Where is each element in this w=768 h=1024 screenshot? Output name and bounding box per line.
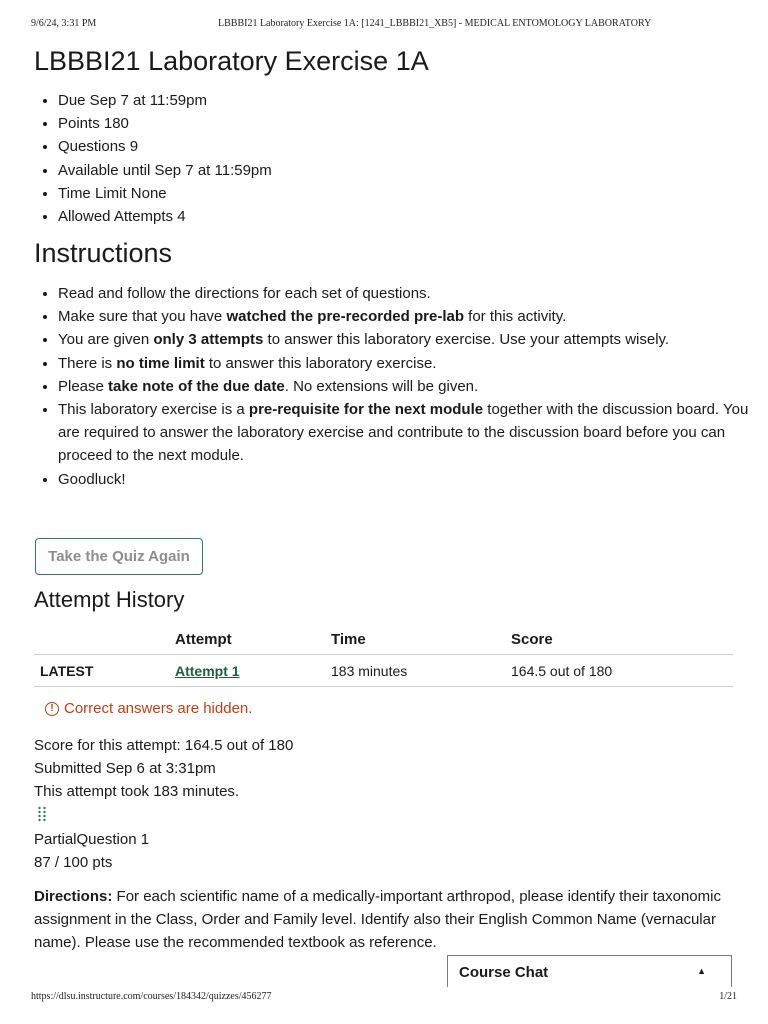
attempt-time: 183 minutes (325, 655, 505, 687)
course-chat-label: Course Chat (459, 964, 549, 981)
quiz-detail-due: • Due Sep 7 at 11:59pm (58, 89, 272, 112)
instructions-list (34, 282, 758, 491)
question-directions (34, 885, 734, 955)
question-points: 87 / 100 pts (34, 854, 113, 872)
directions-text: For each scientific name of a medically-important arthropod, please identify their taxonomic assignment in the Class, Order and Family level. Identify also their English Common Name (vernacular name). Please use the recommended textbook as reference. (34, 888, 721, 952)
attempt-summary (34, 734, 293, 804)
instructions-heading: Instructions (34, 238, 173, 268)
print-timestamp: 9/6/24, 3:31 PM (31, 18, 97, 29)
hidden-answers-notice (45, 700, 252, 717)
question-header (34, 828, 149, 874)
instruction-item: • Read and follow the directions for each set of questions. (58, 282, 758, 305)
attempt-score: 164.5 out of 180 (505, 655, 733, 687)
column-header-score: Score (505, 624, 733, 655)
quiz-details-list (34, 89, 272, 228)
submitted-line: Submitted Sep 6 at 3:31pm (34, 760, 216, 778)
directions-label: Directions: (34, 888, 113, 905)
take-quiz-again-button[interactable]: Take the Quiz Again (35, 538, 203, 575)
caret-up-icon[interactable]: ▲ (697, 966, 706, 976)
print-footer (31, 991, 737, 1005)
quiz-detail-allowed-attempts: • Allowed Attempts 4 (58, 205, 272, 228)
quiz-detail-points: • Points 180 (58, 112, 272, 135)
quiz-detail-questions: • Questions 9 (58, 135, 272, 158)
quiz-detail-available: • Available until Sep 7 at 11:59pm (58, 159, 272, 182)
attempt-history-heading: Attempt History (34, 587, 185, 612)
table-header-row (34, 624, 733, 655)
drag-handle-icon (37, 806, 47, 822)
instruction-item: • There is no time limit to answer this laboratory exercise. (58, 352, 758, 375)
score-line: Score for this attempt: 164.5 out of 180 (34, 737, 294, 754)
print-url: https://dlsu.instructure.com/courses/184342/quizzes/456277 (31, 991, 272, 1002)
hidden-answers-text: Correct answers are hidden. (64, 700, 253, 717)
print-page-number: 1/21 (719, 991, 737, 1002)
print-header (31, 18, 734, 32)
instruction-item: • You are given only 3 attempts to answer this laboratory exercise. Use your attempts wisely. (58, 328, 758, 351)
column-header-attempt: Attempt (169, 624, 325, 655)
attempt-1-link[interactable]: Attempt 1 (175, 662, 240, 679)
column-header-time: Time (325, 624, 505, 655)
print-page-title: LBBBI21 Laboratory Exercise 1A: [1241_LBBBI21_XB5] - MEDICAL ENTOMOLOGY LABORATORY (218, 18, 652, 29)
instruction-item: • Goodluck! (58, 468, 758, 491)
attempt-history-table (34, 624, 733, 687)
instruction-item: • This laboratory exercise is a pre-requisite for the next module together with the discussion board. You are required to answer the laboratory exercise and contribute to the discussion board before you can proceed to the next module. (58, 398, 758, 468)
warning-circle-icon: ! (45, 702, 59, 716)
instruction-item: • Make sure that you have watched the pre-recorded pre-lab for this activity. (58, 305, 758, 328)
duration-line: This attempt took 183 minutes. (34, 783, 240, 801)
instruction-item: • Please take note of the due date. No extensions will be given. (58, 375, 758, 398)
quiz-title: LBBBI21 Laboratory Exercise 1A (34, 46, 429, 76)
column-header-blank (34, 624, 169, 655)
course-chat-widget[interactable] (447, 955, 732, 987)
latest-label: LATEST (34, 655, 169, 687)
question-title: PartialQuestion 1 (34, 831, 150, 848)
table-row (34, 655, 733, 687)
quiz-detail-time-limit: • Time Limit None (58, 182, 272, 205)
